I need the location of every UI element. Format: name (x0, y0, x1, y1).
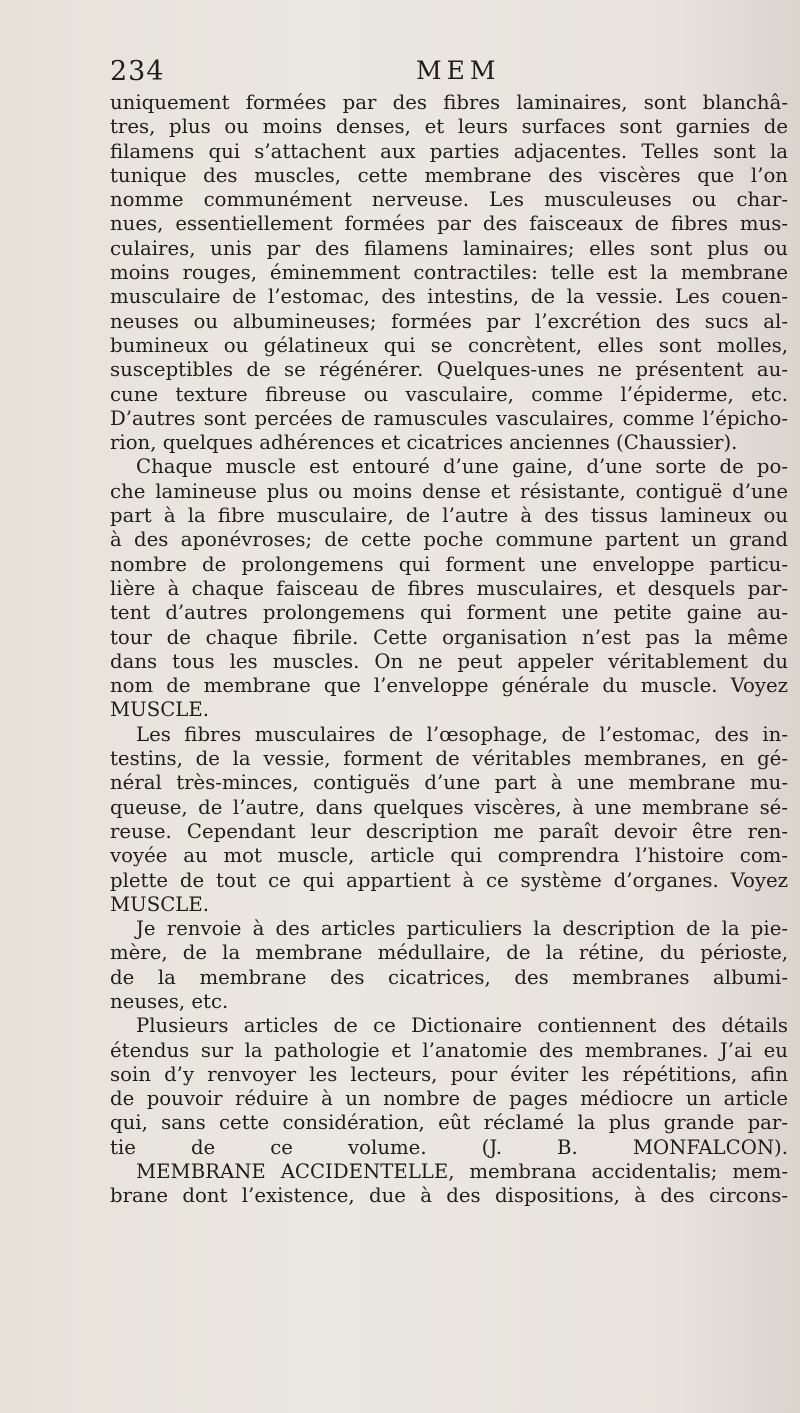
text-line: moins rouges, éminemment contractiles: telle est la membrane (110, 261, 788, 285)
text-line: nomme communément nerveuse. Les musculeuses ou char- (110, 188, 788, 212)
text-line: tie de ce volume. (J. B. MONFALCON). (110, 1135, 788, 1159)
text-line: tour de chaque fibrile. Cette organisation n’est pas la même (110, 625, 788, 649)
text-line: neuses, etc. (110, 989, 229, 1013)
text-line: voyée au mot muscle, article qui comprendra l’histoire com- (110, 844, 788, 868)
text-line: à des aponévroses; de cette poche commune partent un grand (110, 528, 788, 552)
text-line: tunique des muscles, cette membrane des viscères que l’on (110, 163, 788, 187)
text-line: MEMBRANE ACCIDENTELLE, membrana accidentalis; mem- (136, 1160, 788, 1184)
text-line: tent d’autres prolongemens qui forment une petite gaine au- (110, 601, 788, 625)
text-line: nom de membrane que l’enveloppe générale du muscle. Voyez (110, 674, 788, 698)
text-line: neuses ou albumineuses; formées par l’excrétion des sucs al- (110, 309, 788, 333)
text-line: Chaque muscle est entouré d’une gaine, d’une sorte de po- (136, 455, 788, 479)
text-line: culaires, unis par des filamens laminaires; elles sont plus ou (110, 236, 788, 260)
text-line: bumineux ou gélatineux qui se concrètent, elles sont molles, (110, 333, 788, 357)
text-line: mère, de la membrane médullaire, de la rétine, du périoste, (110, 941, 788, 965)
text-line: uniquement formées par des fibres laminaires, sont blanchâ- (110, 91, 788, 114)
text-line: nombre de prolongemens qui forment une enveloppe particu- (110, 552, 788, 576)
text-line: part à la fibre musculaire, de l’autre à des tissus lamineux ou (110, 504, 788, 528)
text-line: Je renvoie à des articles particuliers la description de la pie- (136, 917, 788, 941)
text-line: Plusieurs articles de ce Dictionaire contiennent des détails (136, 1014, 788, 1038)
text-line: testins, de la vessie, forment de véritables membranes, en gé- (110, 747, 788, 771)
text-line: queuse, de l’autre, dans quelques viscères, à une membrane sé- (110, 795, 788, 819)
text-line: filamens qui s’attachent aux parties adjacentes. Telles sont la (110, 139, 788, 163)
text-line: lière à chaque faisceau de fibres musculaires, et desquels par- (110, 576, 788, 600)
text-line: reuse. Cependant leur description me paraît devoir être ren- (110, 819, 788, 843)
text-line: tres, plus ou moins denses, et leurs surfaces sont garnies de (110, 115, 788, 139)
body-text (110, 91, 788, 1209)
text-line: susceptibles de se régénérer. Quelques-unes ne présentent au- (110, 358, 788, 382)
text-line: néral très-minces, contiguës d’une part à une membrane mu- (110, 771, 788, 795)
text-line: brane dont l’existence, due à des dispositions, à des circons- (110, 1184, 788, 1208)
text-line: étendus sur la pathologie et l’anatomie des membranes. J’ai eu (110, 1038, 788, 1062)
text-line: D’autres sont percées de ramuscules vasculaires, comme l’épicho- (110, 406, 788, 430)
text-line: rion, quelques adhérences et cicatrices anciennes (Chaussier). (110, 431, 738, 455)
text-line: qui, sans cette considération, eût réclamé la plus grande par- (110, 1111, 788, 1135)
text-line: MUSCLE. (110, 892, 210, 916)
text-line: soin d’y renvoyer les lecteurs, pour éviter les répétitions, afin (110, 1062, 788, 1086)
text-line: de la membrane des cicatrices, des membranes albumi- (110, 965, 788, 989)
text-line: musculaire de l’estomac, des intestins, de la vessie. Les couen- (110, 285, 788, 309)
text-line: plette de tout ce qui appartient à ce système d’organes. Voyez (110, 868, 788, 892)
text-line: MUSCLE. (110, 698, 210, 722)
text-line: Les fibres musculaires de l’œsophage, de l’estomac, des in- (136, 722, 788, 746)
text-line: nues, essentiellement formées par des faisceaux de fibres mus- (110, 212, 788, 236)
text-line: de pouvoir réduire à un nombre de pages médiocre un article (110, 1087, 788, 1111)
page-number: 234 (110, 56, 165, 87)
text-line: dans tous les muscles. On ne peut appeler véritablement du (110, 649, 788, 673)
text-line: che lamineuse plus ou moins dense et résistante, contiguë d’une (110, 479, 788, 503)
running-head: MEM (416, 56, 501, 85)
text-line: cune texture fibreuse ou vasculaire, comme l’épiderme, etc. (110, 382, 788, 406)
page-header (110, 56, 790, 90)
